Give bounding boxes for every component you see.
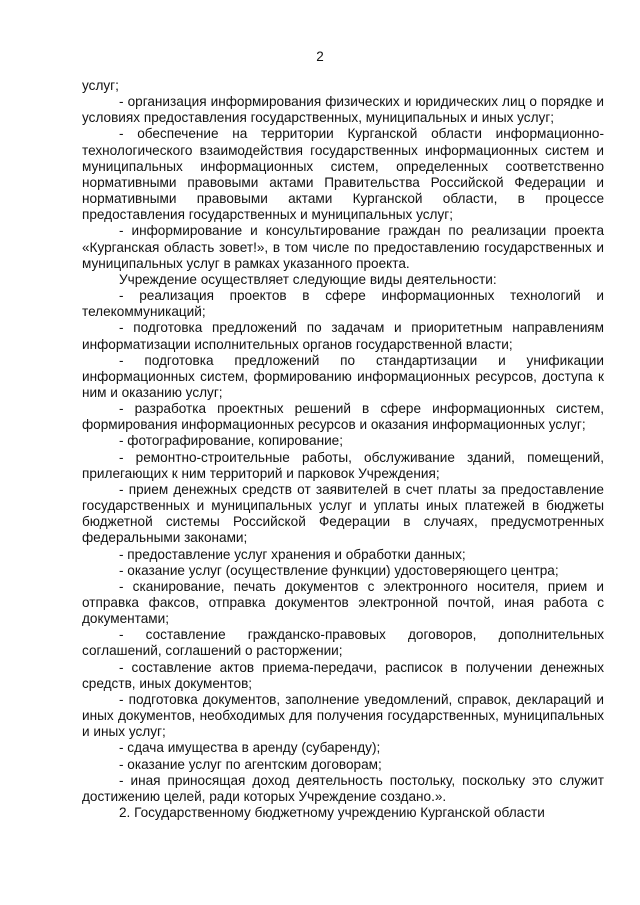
paragraph: - ремонтно-строительные работы, обслуживание зданий, помещений, прилегающих к ним территорий и парковок Учреждения; <box>82 449 604 481</box>
paragraph: 2. Государственному бюджетному учреждению Курганской области <box>119 805 545 821</box>
paragraph: - иная приносящая доход деятельность постольку, поскольку это служит достижению целей, ради которых Учреждение создано.». <box>82 772 604 804</box>
paragraph: - сдача имущества в аренду (субаренду); <box>119 740 381 756</box>
paragraph: - сканирование, печать документов с электронного носителя, прием и отправка факсов, отправка документов электронной почтой, иная работа с документами; <box>82 578 604 627</box>
paragraph: - разработка проектных решений в сфере информационных систем, формирования информационных ресурсов и оказания информационных услуг; <box>82 401 604 433</box>
paragraph: - прием денежных средств от заявителей в счет платы за предоставление государственных и муниципальных услуг и уплаты иных платежей в бюджеты бюджетной системы Российской Федерации в случаях, предусмотренных федеральными законами; <box>82 481 604 546</box>
paragraph: - предоставление услуг хранения и обработки данных; <box>119 546 466 562</box>
paragraph: - информирование и консультирование граждан по реализации проекта «Курганская область зовет!», в том числе по предоставлению государственных и муниципальных услуг в рамках указанного проекта. <box>82 223 604 271</box>
paragraph: услуг; <box>82 78 119 93</box>
paragraph: - фотографирование, копирование; <box>119 433 344 449</box>
paragraph: - реализация проектов в сфере информационных технологий и телекоммуникаций; <box>82 288 604 320</box>
paragraph: - обеспечение на территории Курганской области информационно-технологического взаимодействия государственных информационных систем и муниципальных информационных систем, определенных соответственно нормативными правовыми актами Правительства Российской Федерации и нормативными правовыми актами Курганской области, в процессе предоставления государственных и муниципальных услуг; <box>82 126 604 223</box>
paragraph: - оказание услуг по агентским договорам; <box>119 756 382 772</box>
paragraph: - составление гражданско-правовых договоров, дополнительных соглашений, соглашений о расторжении; <box>82 627 604 659</box>
paragraph: - составление актов приема-передачи, расписок в получении денежных средств, иных документов; <box>82 659 604 691</box>
paragraph: - подготовка предложений по задачам и приоритетным направлениям информатизации исполнительных органов государственной власти; <box>82 320 604 352</box>
paragraph: - организация информирования физических и юридических лиц о порядке и условиях предоставления государственных, муниципальных и иных услуг; <box>82 94 604 126</box>
paragraph: - оказание услуг (осуществление функции) удостоверяющего центра; <box>119 562 559 578</box>
page-number: 2 <box>316 49 324 64</box>
document-body <box>82 78 604 821</box>
paragraph: Учреждение осуществляет следующие виды деятельности: <box>119 271 497 287</box>
paragraph: - подготовка документов, заполнение уведомлений, справок, деклараций и иных документов, необходимых для получения государственных, муниципальных и иных услуг; <box>82 691 604 740</box>
paragraph: - подготовка предложений по стандартизации и унификации информационных систем, формированию информационных ресурсов, доступа к ним и оказанию услуг; <box>82 352 604 400</box>
